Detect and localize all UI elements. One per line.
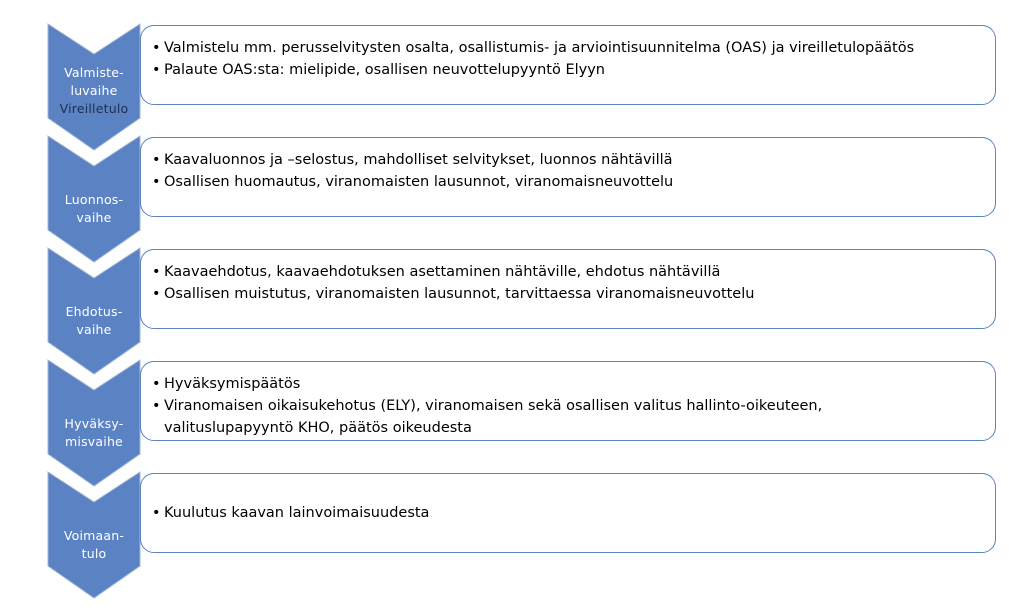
chevron-label-line: Luonnos- [64,192,124,207]
chevron-step-1 [48,24,140,128]
bullet-list [141,138,995,193]
chevron-step-2 [48,136,140,240]
step-box-5 [140,473,996,553]
bullet-list [141,26,995,81]
chevron-label-line: misvaihe [65,434,123,449]
chevron-step-3 [48,248,140,352]
chevron-label-line: Valmiste- [64,65,124,80]
bullet-list [141,474,995,524]
bullet-item: • Kaavaehdotus, kaavaehdotuksen asettaminen nähtäville, ehdotus nähtävillä [152,261,995,283]
chevron-step-5 [48,472,140,576]
bullet-item: • Hyväksymispäätös [152,373,995,395]
chevron-label-line: Hyväksy- [64,416,124,431]
chevron-label-line: luvaihe [70,83,118,98]
chevron-label-line: Vireilletulo [59,101,129,116]
bullet-item: • Kaavaluonnos ja –selostus, mahdolliset selvitykset, luonnos nähtävillä [152,149,995,171]
chevron-label-1 [48,64,140,118]
chevron-label-line: vaihe [76,322,112,337]
chevron-label-5 [48,527,140,563]
chevron-label-line: Voimaan- [63,528,125,543]
chevron-label-2 [48,191,140,227]
chevron-label-4 [48,415,140,451]
chevron-label-line: tulo [81,546,107,561]
chevron-label-line: Ehdotus- [65,304,123,319]
bullet-item: • Kuulutus kaavan lainvoimaisuudesta [152,502,995,524]
chevron-step-4 [48,360,140,464]
bullet-list [141,250,995,305]
bullet-item: • Palaute OAS:sta: mielipide, osallisen neuvottelupyyntö Elyyn [152,59,995,81]
bullet-item: • Osallisen huomautus, viranomaisten lausunnot, viranomaisneuvottelu [152,171,995,193]
step-box-3 [140,249,996,329]
bullet-item-continuation: valituslupapyyntö KHO, päätös oikeudesta [164,420,472,436]
step-box-4 [140,361,996,441]
bullet-item: • Viranomaisen oikaisukehotus (ELY), viranomaisen sekä osallisen valitus hallinto-oikeuteen, [152,395,995,417]
bullet-list [141,362,995,439]
step-box-2 [140,137,996,217]
chevron-label-line: vaihe [76,210,112,225]
step-box-1 [140,25,996,105]
bullet-item: • Osallisen muistutus, viranomaisten lausunnot, tarvittaessa viranomaisneuvottelu [152,283,995,305]
bullet-item: • Valmistelu mm. perusselvitysten osalta, osallistumis- ja arviointisuunnitelma (OAS) ja vireilletulopäätös [152,37,995,59]
chevron-label-3 [48,303,140,339]
